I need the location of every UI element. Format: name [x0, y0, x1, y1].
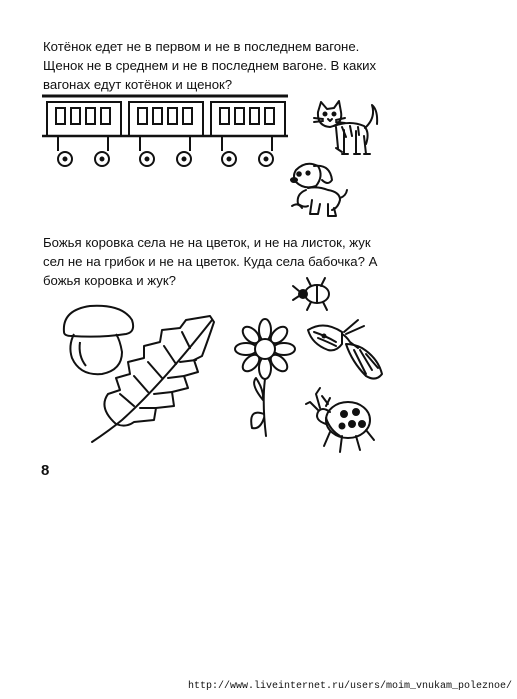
flower-icon [230, 318, 302, 438]
beetle-icon [291, 276, 335, 312]
train-illustration [40, 96, 290, 172]
wagon-3 [211, 102, 285, 166]
source-url: http://www.liveinternet.ru/users/moim_vnukam_poleznoe/ [188, 681, 513, 692]
ladybug-icon [304, 384, 376, 456]
task-text-ladybug [43, 233, 413, 290]
butterfly-icon [306, 318, 384, 384]
wagon-1 [47, 102, 121, 166]
task-text-train [43, 37, 413, 94]
leaf-icon [90, 316, 220, 446]
puppy-icon [284, 160, 348, 220]
kitten-icon [312, 100, 384, 162]
page-number: 8 [41, 462, 50, 479]
text-line: сел не на грибок и не на цветок. Куда села бабочка? А [43, 254, 378, 269]
text-line: Божья коровка села не на цветок, и не на листок, жук [43, 235, 371, 250]
wagon-2 [129, 102, 203, 166]
text-line: Щенок не в среднем и не в последнем вагоне. В каких [43, 58, 377, 73]
text-line: божья коровка и жук? [43, 273, 176, 288]
text-line: вагонах едут котёнок и щенок? [43, 77, 233, 92]
text-line: Котёнок едет не в первом и не в последнем вагоне. [43, 39, 360, 54]
